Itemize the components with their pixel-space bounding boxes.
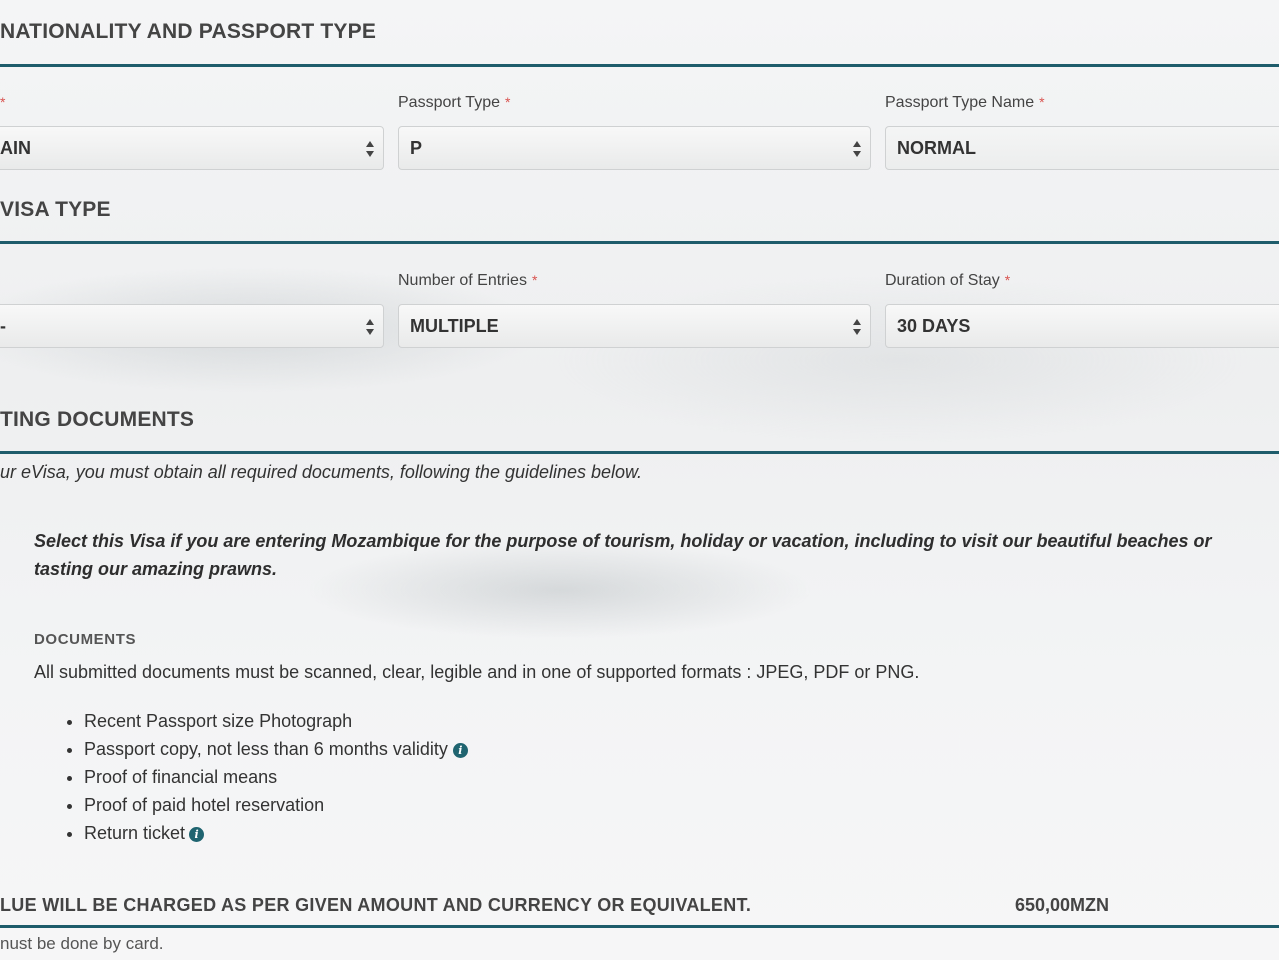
required-mark: * [1004, 272, 1011, 288]
fee-text: LUE WILL BE CHARGED AS PER GIVEN AMOUNT AND CURRENCY OR EQUIVALENT. [0, 895, 752, 915]
required-mark: * [0, 94, 6, 110]
document-item: • Recent Passport size Photograph [84, 708, 468, 736]
section-divider [0, 451, 1279, 454]
document-item: • Proof of paid hotel reservation [84, 792, 468, 820]
document-item: • Passport copy, not less than 6 months validity i [84, 736, 468, 764]
documents-list [34, 708, 468, 848]
number-of-entries-select[interactable] [398, 304, 871, 348]
visa-type-select[interactable] [0, 304, 384, 348]
visa-type-value: - [0, 315, 6, 336]
nationality-select[interactable] [0, 126, 384, 170]
number-of-entries-value: MULTIPLE [410, 315, 499, 336]
documents-heading: DOCUMENTS [34, 631, 137, 648]
fee-amount: 650,00MZN [1015, 895, 1110, 915]
info-circle-icon[interactable]: i [453, 743, 468, 758]
select-arrows-icon [366, 317, 375, 337]
select-arrows-icon [853, 317, 862, 337]
document-item: • Proof of financial means [84, 764, 468, 792]
passport-type-name-value: NORMAL [897, 137, 976, 158]
document-item: • Return ticket i [84, 820, 468, 848]
passport-type-select[interactable] [398, 126, 871, 170]
passport-type-name-field[interactable] [885, 126, 1279, 170]
section-divider [0, 64, 1279, 67]
passport-type-name-label: Passport Type Name * [885, 94, 1045, 111]
required-mark: * [504, 94, 511, 110]
duration-of-stay-label: Duration of Stay * [885, 272, 1011, 289]
payment-note: nust be done by card. [0, 934, 164, 953]
guidelines-text: ur eVisa, you must obtain all required documents, following the guidelines below. [0, 462, 643, 482]
section-divider [0, 925, 1279, 928]
nationality-label [0, 94, 5, 112]
info-circle-icon[interactable]: i [189, 827, 204, 842]
passport-type-value: P [410, 137, 423, 158]
section-title-supporting-documents: TING DOCUMENTS [0, 408, 195, 431]
nationality-value: AIN [0, 137, 31, 158]
required-mark: * [531, 272, 538, 288]
passport-type-label: Passport Type * [398, 94, 511, 111]
select-arrows-icon [853, 139, 862, 159]
duration-of-stay-value: 30 DAYS [897, 315, 971, 336]
number-of-entries-label: Number of Entries * [398, 272, 538, 289]
select-arrows-icon [366, 139, 375, 159]
visa-description: Select this Visa if you are entering Mozambique for the purpose of tourism, holiday or vacation, including to visit our beautiful beaches or tasting our amazing prawns. [34, 531, 1212, 579]
documents-note: All submitted documents must be scanned, clear, legible and in one of supported formats : JPEG, PDF or PNG. [34, 662, 920, 682]
section-divider [0, 241, 1279, 244]
section-title-visa-type: VISA TYPE [0, 198, 111, 221]
section-title-nationality: NATIONALITY AND PASSPORT TYPE [0, 20, 377, 43]
required-mark: * [1039, 94, 1045, 110]
duration-of-stay-select[interactable] [885, 304, 1279, 348]
